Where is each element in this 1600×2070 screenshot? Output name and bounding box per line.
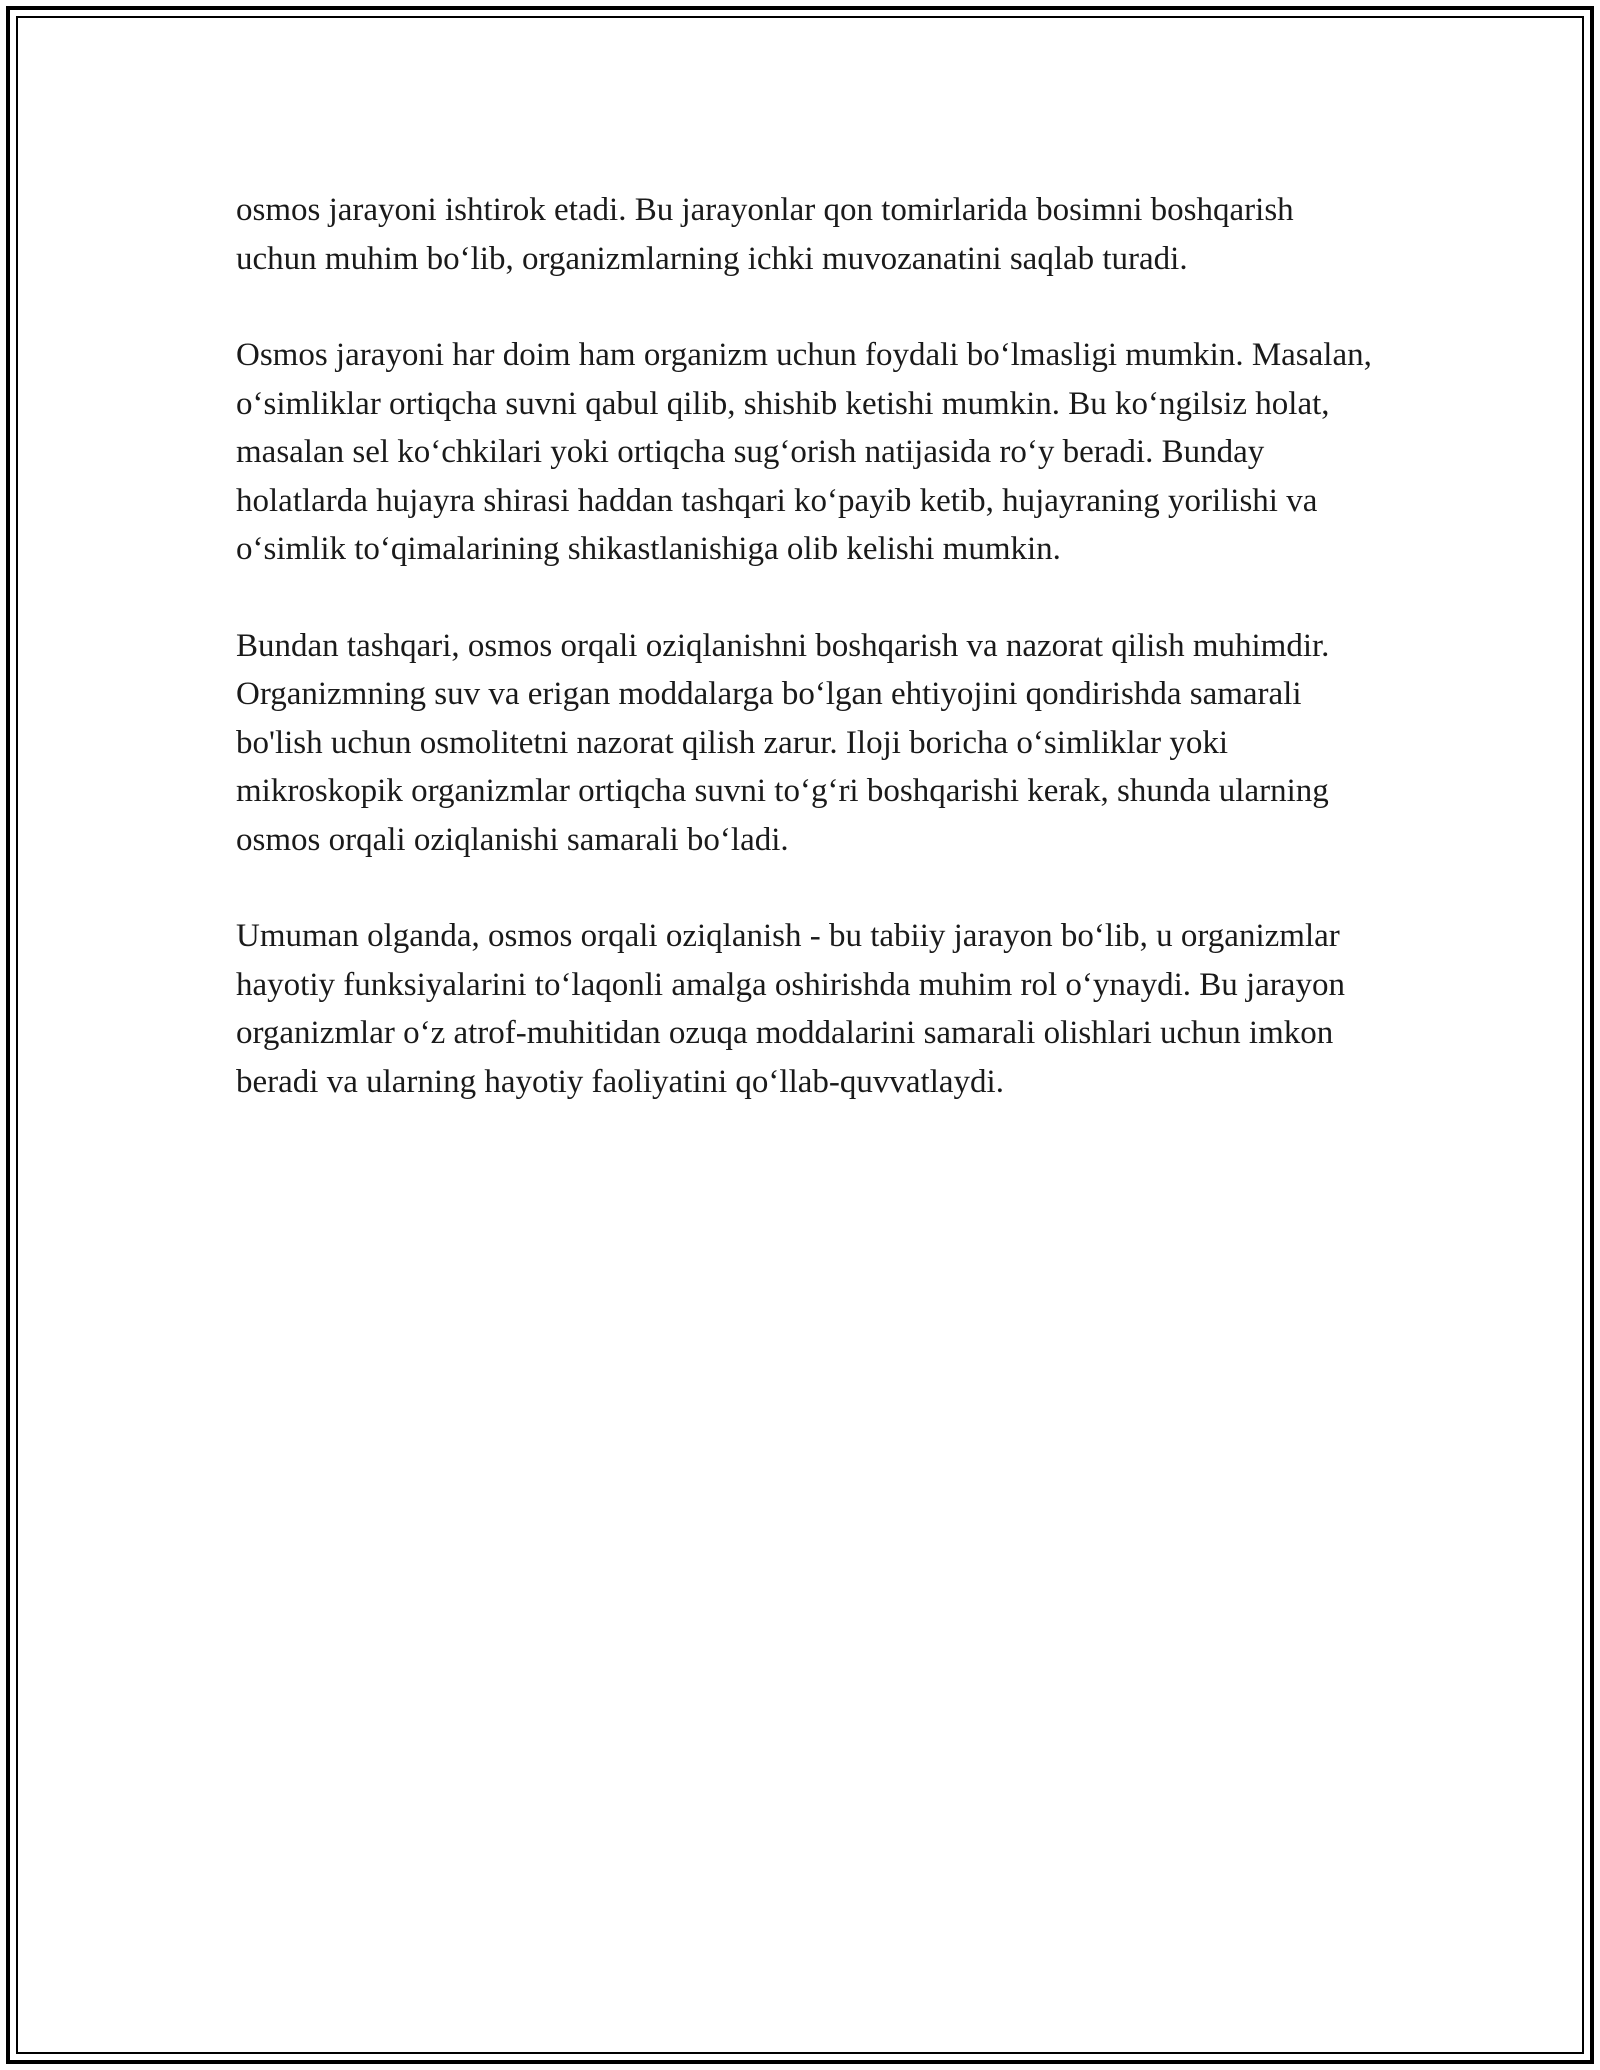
paragraph-3: Bundan tashqari, osmos orqali oziqlanishni boshqarish va nazorat qilish muhimdir. Organizmning suv va erigan moddalarga bo‘lgan ehtiyojini qondirishda samarali bo'lish uchun osmolitetni nazorat qilish zarur. Iloji boricha o‘simliklar yoki mikroskopik organizmlar ortiqcha suvni to‘g‘ri boshqarishi kerak, shunda ularning osmos orqali oziqlanishi samarali bo‘ladi. — [236, 627, 1330, 858]
paragraph-2: Osmos jarayoni har doim ham organizm uchun foydali bo‘lmasligi mumkin. Masalan, o‘simliklar ortiqcha suvni qabul qilib, shishib ketishi mumkin. Bu ko‘ngilsiz holat, masalan sel ko‘chkilari yoki ortiqcha sug‘orish natijasida ro‘y beradi. Bunday holatlarda hujayra shirasi haddan tashqari ko‘payib ketib, hujayraning yorilishi va o‘simlik to‘qimalarining shikastlanishiga olib kelishi mumkin. — [236, 337, 1372, 567]
document-body — [236, 186, 1376, 1154]
paragraph-4: Umuman olganda, osmos orqali oziqlanish - bu tabiiy jarayon bo‘lib, u organizmlar hayotiy funksiyalarini to‘laqonli amalga oshirishda muhim rol o‘ynaydi. Bu jarayon organizmlar o‘z atrof-muhitidan ozuqa moddalarini samarali olishlari uchun imkon beradi va ularning hayotiy faoliyatini qo‘llab-quvvatlaydi. — [236, 918, 1345, 1100]
paragraph-1: osmos jarayoni ishtirok etadi. Bu jarayonlar qon tomirlarida bosimni boshqarish uchun muhim bo‘lib, organizmlarning ichki muvozanatini saqlab turadi. — [236, 192, 1294, 277]
